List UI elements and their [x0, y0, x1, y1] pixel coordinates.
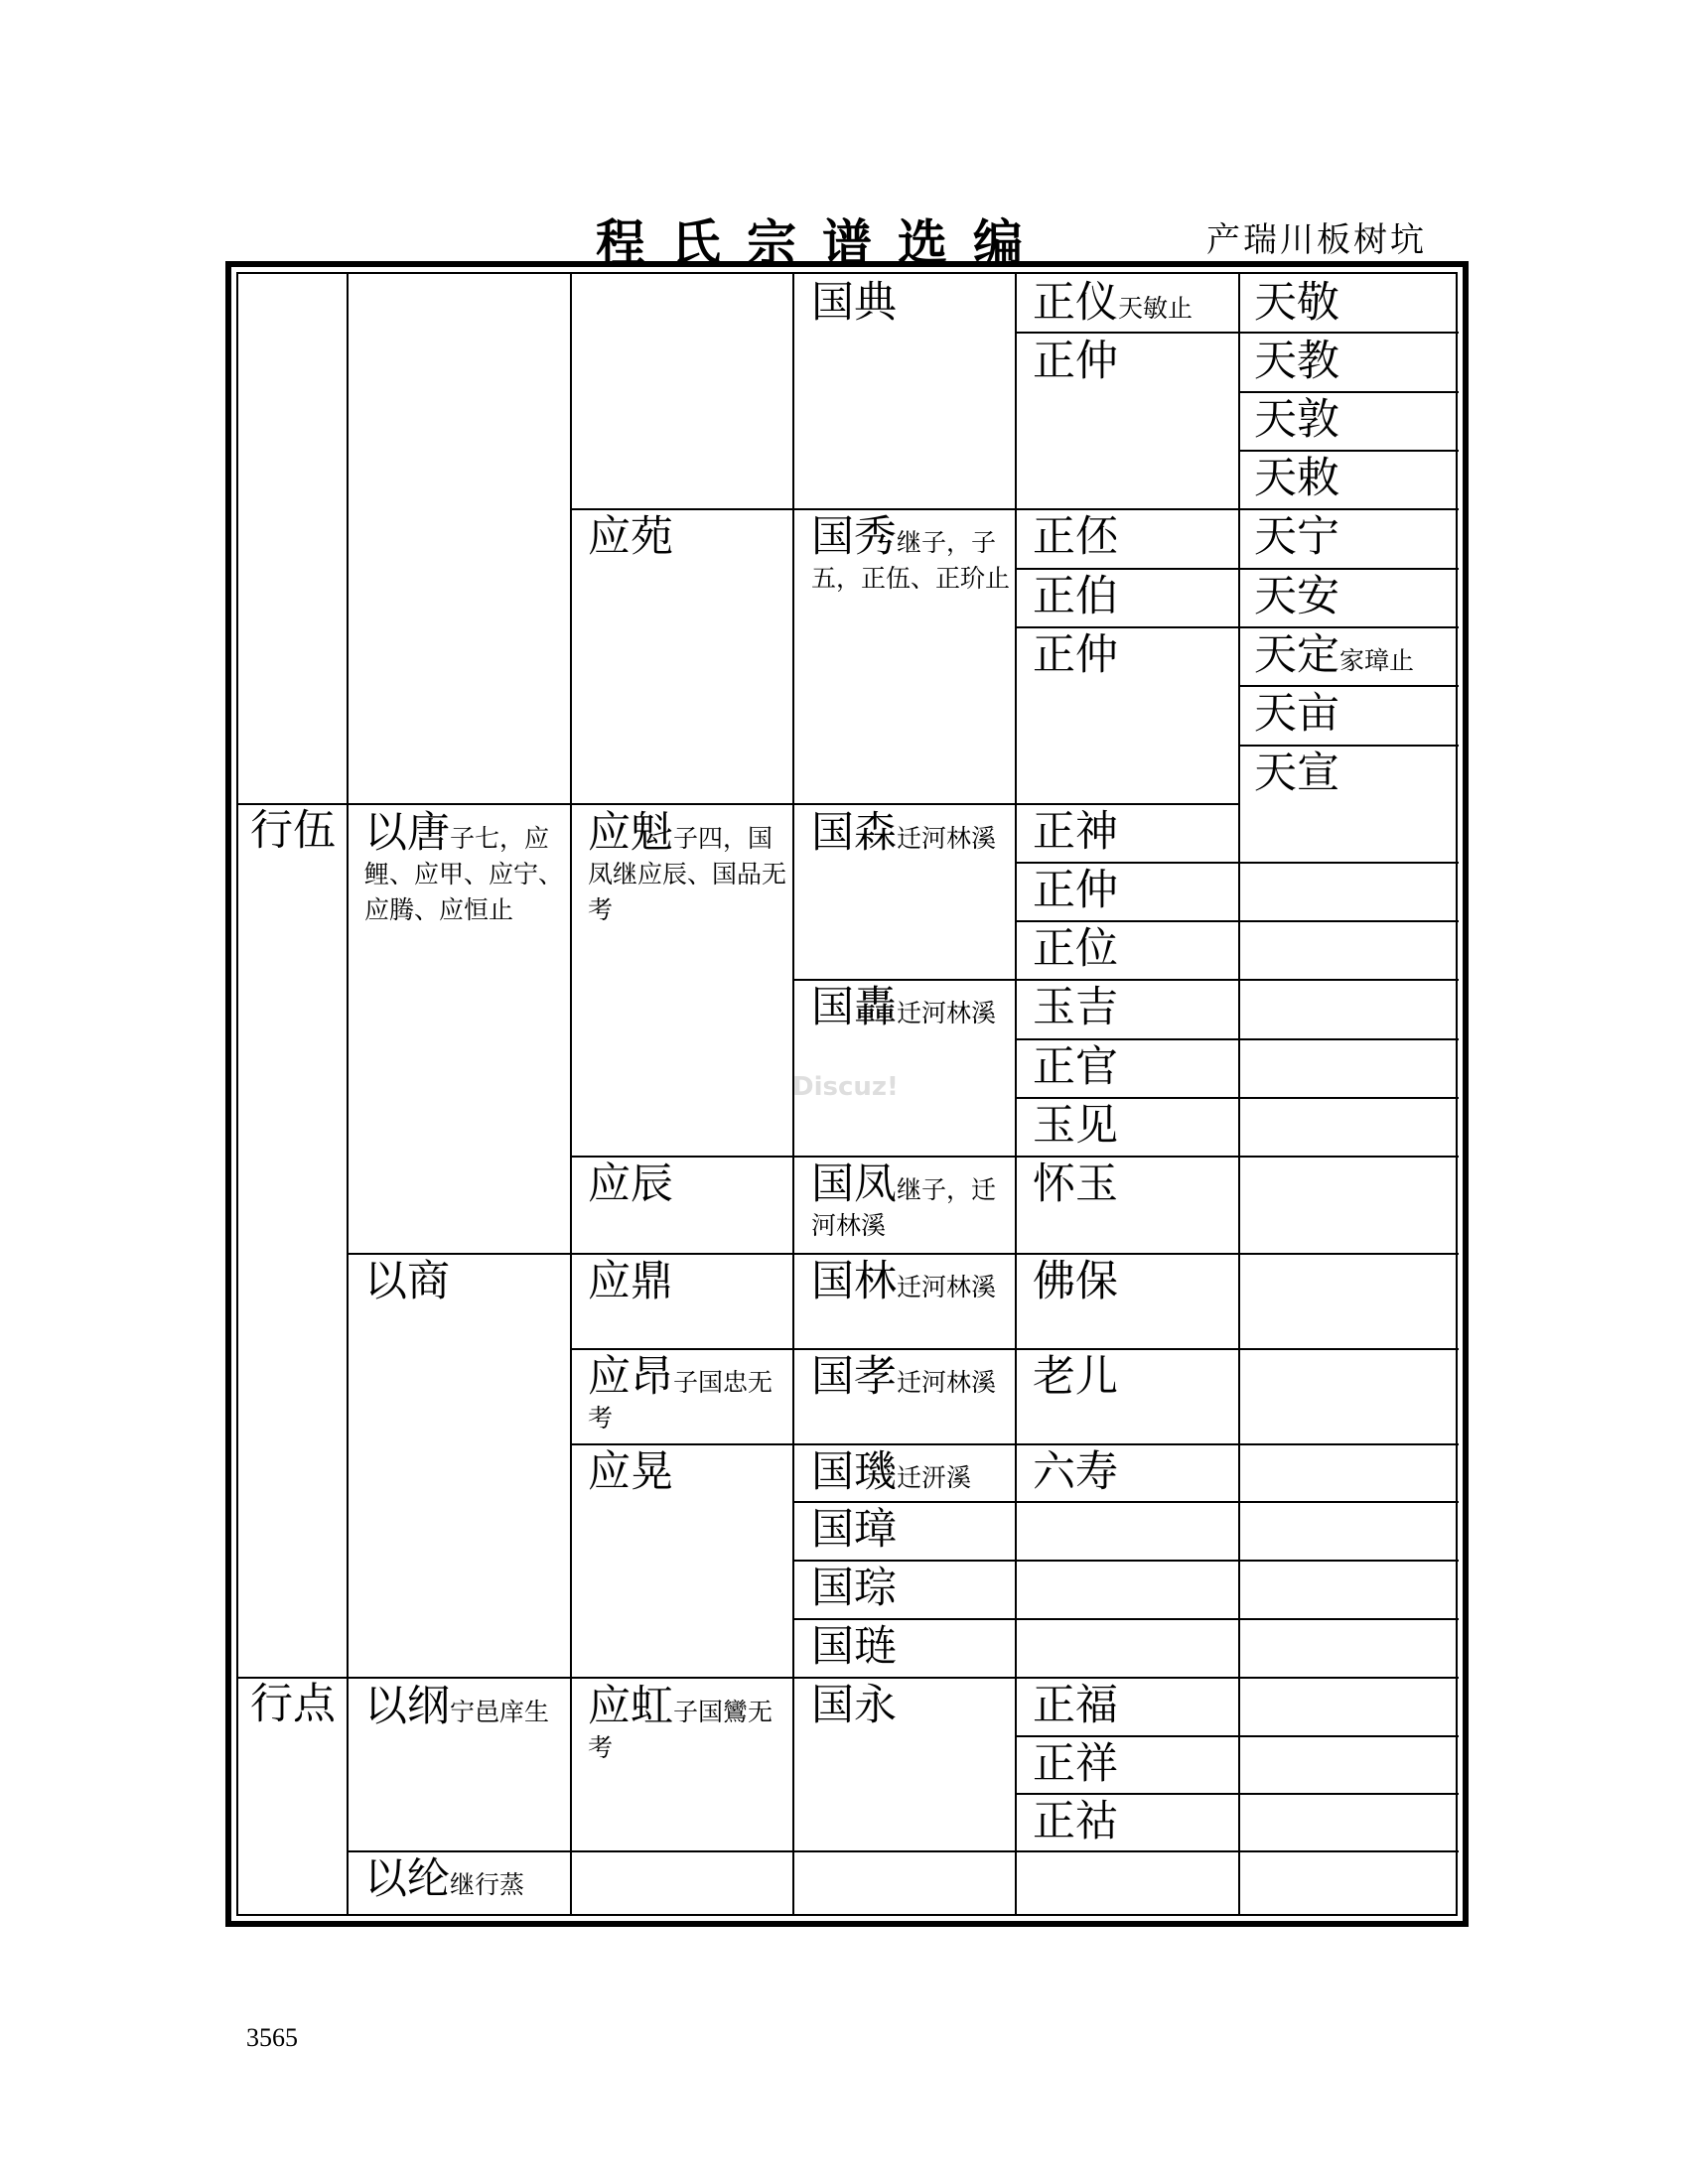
- person-entry: [811, 1354, 1015, 1401]
- person-note: 迁河林溪: [897, 1368, 997, 1397]
- person-name: 正位: [1033, 924, 1118, 974]
- person-name: 老儿: [1033, 1352, 1118, 1402]
- person-name: 玉见: [1033, 1101, 1118, 1151]
- person-note: 继子，子五，正伍、正玠止: [811, 528, 1011, 593]
- person-entry: [364, 1856, 524, 1908]
- person-note: 继子，迁河林溪: [811, 1175, 997, 1240]
- person-name: 天敬: [1254, 278, 1339, 328]
- person-name: 国璣: [811, 1447, 897, 1497]
- generation-label: 行点: [250, 1680, 336, 1729]
- person-name: 天宁: [1254, 512, 1339, 562]
- person-entry: [811, 1161, 1015, 1244]
- person-name: 以纶: [364, 1854, 450, 1904]
- person-note: 迁河林溪: [897, 824, 997, 853]
- person-name: 国林: [811, 1257, 897, 1306]
- person-name: 六寿: [1033, 1447, 1118, 1497]
- branch-subtitle: 产瑞川板树坑: [1206, 220, 1427, 260]
- person-entry: [588, 810, 791, 928]
- generation-label: 行伍: [250, 806, 336, 856]
- person-name: 应魁: [588, 808, 673, 858]
- person-name: 正官: [1033, 1042, 1118, 1092]
- person-name: 天亩: [1254, 689, 1339, 739]
- person-note: 继行蒸: [450, 1870, 525, 1899]
- person-name: 玉吉: [1033, 983, 1118, 1032]
- person-name: 正神: [1033, 807, 1118, 857]
- person-name: 怀玉: [1033, 1160, 1118, 1209]
- person-name: 正仲: [1033, 337, 1118, 386]
- person-name: 国凤: [811, 1160, 897, 1209]
- person-name: 应昂: [588, 1352, 673, 1402]
- person-name: 应苑: [588, 512, 673, 562]
- person-note: 宁邑庠生: [450, 1698, 550, 1726]
- person-name: 以唐: [364, 808, 450, 858]
- person-entry: [588, 1684, 791, 1766]
- person-name: 天敕: [1254, 454, 1339, 503]
- person-note: 迁汧溪: [897, 1463, 972, 1492]
- person-entry: [1254, 632, 1414, 684]
- person-name: 以纲: [364, 1682, 450, 1731]
- person-entry: [588, 1354, 791, 1436]
- person-name: 正伯: [1033, 572, 1118, 621]
- person-note: 子国鸞无考: [588, 1698, 774, 1762]
- person-name: 国典: [811, 278, 897, 328]
- person-name: 国轟: [811, 983, 897, 1032]
- person-name: 天教: [1254, 337, 1339, 386]
- person-note: 家璋止: [1339, 646, 1415, 675]
- person-entry: [811, 810, 1015, 857]
- person-name: 正福: [1033, 1681, 1118, 1730]
- person-name: 正仲: [1033, 866, 1118, 915]
- person-entry: [364, 810, 568, 928]
- person-note: 迁河林溪: [897, 1273, 997, 1301]
- person-name: 天宣: [1254, 749, 1339, 798]
- person-name: 正祜: [1033, 1797, 1118, 1846]
- person-entry: [811, 1259, 1015, 1305]
- person-entry: [811, 514, 1015, 597]
- person-entry: [364, 1684, 568, 1730]
- person-name: 天定: [1254, 630, 1339, 680]
- person-name: 国孝: [811, 1352, 897, 1402]
- watermark: Discuz!: [792, 1072, 899, 1102]
- person-entry: [811, 1449, 971, 1501]
- person-note: 迁河林溪: [897, 999, 997, 1027]
- person-note: 子四，国凤继应辰、国品无考: [588, 824, 787, 924]
- page-number: 3565: [246, 2023, 298, 2052]
- person-name: 正伾: [1033, 512, 1118, 562]
- person-name: 应辰: [588, 1160, 673, 1209]
- page-title: 程氏宗谱选编: [596, 214, 1049, 272]
- person-name: 应鼎: [588, 1257, 673, 1306]
- person-name: 国永: [811, 1681, 897, 1730]
- person-entry: [811, 985, 1015, 1031]
- person-name: 国秀: [811, 512, 897, 562]
- person-name: 国琮: [811, 1564, 897, 1613]
- person-entry: [1033, 280, 1193, 332]
- person-name: 国森: [811, 808, 897, 858]
- person-name: 以商: [364, 1257, 450, 1306]
- person-name: 正仲: [1033, 630, 1118, 680]
- person-note: 子国忠无考: [588, 1368, 774, 1433]
- person-name: 天敦: [1254, 395, 1339, 445]
- person-name: 应晃: [588, 1447, 673, 1497]
- person-name: 国璋: [811, 1505, 897, 1555]
- person-name: 佛保: [1033, 1257, 1118, 1306]
- person-name: 国琏: [811, 1622, 897, 1672]
- person-note: 子七，应鲤、应甲、应宁、应腾、应恒止: [364, 824, 564, 924]
- person-name: 正祥: [1033, 1739, 1118, 1789]
- person-name: 应虹: [588, 1682, 673, 1731]
- person-name: 天安: [1254, 572, 1339, 621]
- person-name: 正仪: [1033, 278, 1118, 328]
- person-note: 天敏止: [1118, 294, 1194, 323]
